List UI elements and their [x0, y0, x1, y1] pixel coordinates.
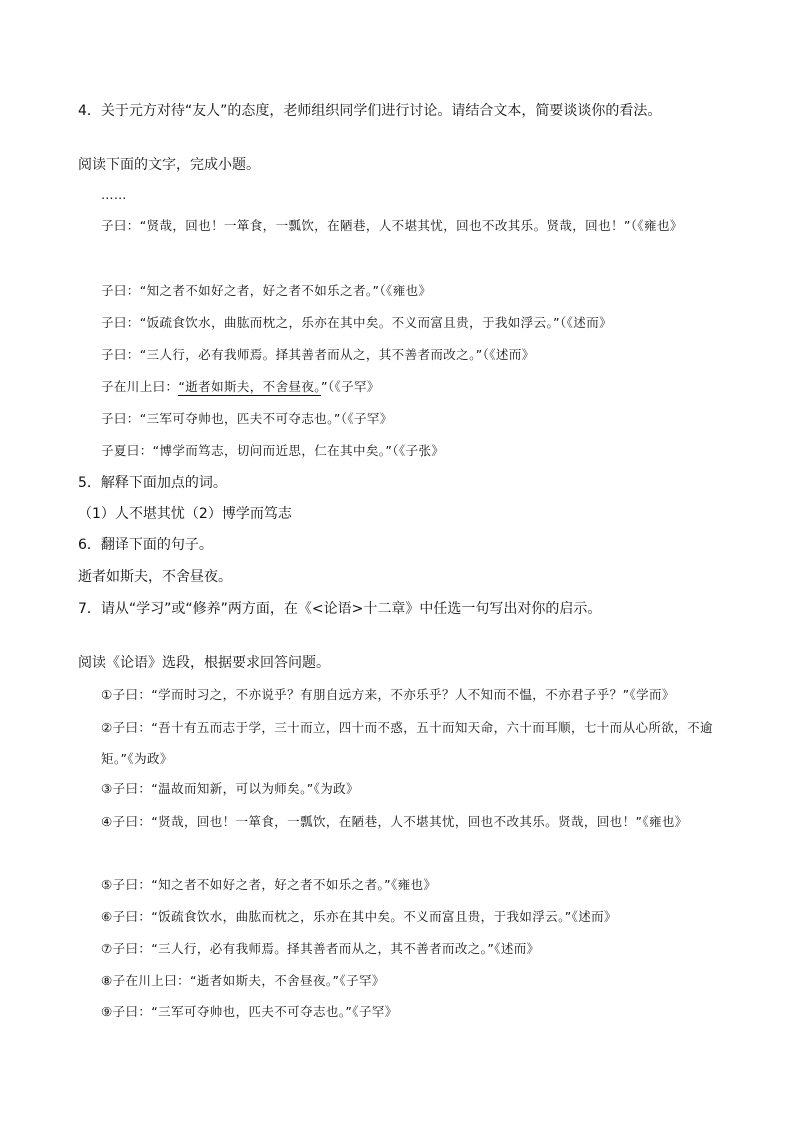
passage-1-line-7: 子夏曰：“博学而笃志，切问而近思，仁在其中矣。”（《子张》 — [101, 443, 445, 458]
passage-2-item-4: ④子曰：“贤哉，回也！一箪食，一瓢饮，在陋巷，人不堪其忧，回也不改其乐。贤哉，回也！”《雍也》 — [101, 814, 688, 829]
passage-2-item-6: ⑥子曰：“饭疏食饮水，曲肱而枕之，乐亦在其中矣。不义而富且贵，于我如浮云。”《述而》 — [101, 909, 617, 924]
passage-2-item-9: ⑨子曰：“三军可夺帅也，匹夫不可夺志也。”《子罕》 — [101, 1004, 398, 1019]
river-line-suffix: ”（《子罕》 — [320, 379, 380, 394]
passage-1-line-6: 子曰：“三军可夺帅也，匹夫不可夺志也。”（《子罕》 — [101, 411, 393, 426]
question-5: 5．解释下面加点的词。 — [78, 475, 227, 491]
river-line-prefix: 子在川上曰： — [101, 379, 179, 394]
ellipsis: …… — [101, 187, 127, 202]
question-7: 7．请从“学习”或“修养”两方面，在《<论语>十二章》中任选一句写出对你的启示。 — [78, 601, 602, 617]
passage-2-item-2: ②子曰：“吾十有五而志于学，三十而立，四十而不惑，五十而知天命，六十而耳顺，七十而从心所欲，不逾矩。”《为政》 — [101, 720, 713, 766]
passage-2-item-3: ③子曰：“温故而知新，可以为师矣。”《为政》 — [101, 781, 359, 796]
question-4: 4．关于元方对待“友人”的态度，老师组织同学们进行讨论。请结合文本，简要谈谈你的看法。 — [78, 103, 662, 119]
passage-2-item-1: ①子曰：“学而时习之，不亦说乎？有朋自远方来，不亦乐乎？人不知而不愠，不亦君子乎？”《学而》 — [101, 687, 675, 702]
underlined-sentence: “逝者如斯夫，不舍昼夜。 — [178, 379, 321, 394]
question-6: 6．翻译下面的句子。 — [78, 537, 213, 553]
passage-2-item-8: ⑧子在川上曰：“逝者如斯夫，不舍昼夜。”《子罕》 — [101, 973, 385, 988]
passage-1-line-4: 子曰：“三人行，必有我师焉。择其善者而从之，其不善者而改之。”（《述而》 — [101, 347, 535, 362]
passage-2-item-5: ⑤子曰：“知之者不如好之者，好之者不如乐之者。”《雍也》 — [101, 877, 437, 892]
passage-1-line-3: 子曰：“饭疏食饮水，曲肱而枕之，乐亦在其中矣。不义而富且贵，于我如浮云。”（《述而》 — [101, 315, 613, 330]
passage-1-line-2: 子曰：“知之者不如好之者，好之者不如乐之者。”（《雍也》 — [101, 283, 432, 298]
passage-1-river-line — [101, 376, 761, 398]
reading-instruction-2: 阅读《论语》选段，根据要求回答问题。 — [78, 655, 330, 671]
question-6-sentence: 逝者如斯夫，不舍昼夜。 — [78, 569, 232, 585]
reading-instruction-1: 阅读下面的文字，完成小题。 — [78, 157, 260, 173]
question-5-items: （1）人不堪其忧（2）博学而笃志 — [78, 506, 292, 522]
passage-1-line-1: 子曰：“贤哉，回也！一箪食，一瓢饮，在陋巷，人不堪其忧，回也不改其乐。贤哉，回也！”（《雍也》 — [101, 218, 683, 233]
passage-2-item-7: ⑦子曰：“三人行，必有我师焉。择其善者而从之，其不善者而改之。”《述而》 — [101, 941, 540, 956]
